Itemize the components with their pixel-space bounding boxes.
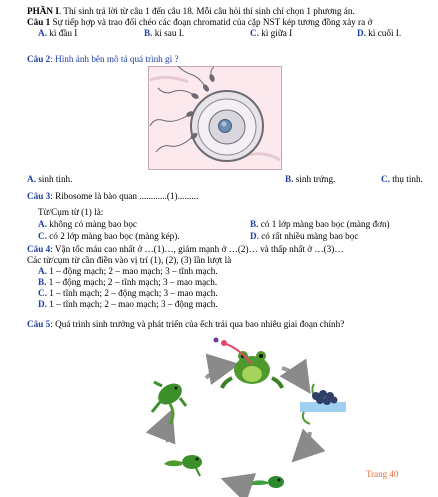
part-heading — [27, 6, 355, 17]
part-label: PHẦN I — [27, 6, 59, 16]
question-3-label: Câu 3 — [27, 191, 51, 201]
part-instructions: . Thí sinh trả lời từ câu 1 đến câu 18. Mỗi câu hỏi thí sinh chỉ chọn 1 phương án. — [58, 6, 355, 16]
question-3-text: : Ribosome là bào quan ............(1)......... — [50, 191, 199, 201]
question-2-label: Câu 2 — [27, 54, 51, 64]
cycle-arrow-3 — [300, 432, 310, 454]
q1-option-b[interactable]: B. kì sau I. — [144, 28, 185, 38]
cycle-arrow-2 — [282, 368, 304, 384]
q1-option-a[interactable]: A. kì đầu I — [38, 28, 78, 38]
q2-option-c[interactable]: C. thụ tinh. — [381, 174, 423, 184]
question-2-text: : Hình ảnh bên mô tả quá trình gì ? — [50, 54, 179, 64]
q4-option-a[interactable]: A. 1 – động mạch; 2 – mao mạch; 3 – tĩnh mạch. — [38, 266, 218, 276]
question-1-label: Câu 1 — [27, 17, 51, 27]
q2-option-a[interactable]: A. sinh tinh. — [27, 174, 73, 184]
q1-option-d[interactable]: D. kì cuối I. — [357, 28, 402, 38]
q2-option-b[interactable]: B. sinh trứng. — [285, 174, 336, 184]
page-number: Trang 40 — [366, 469, 399, 479]
q4-option-b[interactable]: B. 1 – động mạch; 2 – tĩnh mạch; 3 – mao mạch. — [38, 277, 218, 287]
q3-option-a[interactable]: A. không có màng bao bọc — [38, 219, 138, 229]
question-3 — [27, 191, 198, 202]
question-2 — [27, 54, 179, 65]
cycle-arrow-1 — [206, 366, 228, 378]
fertilization-image — [148, 66, 282, 170]
question-4-label: Câu 4 — [27, 244, 51, 254]
question-1-text: Sự tiếp hợp và trao đổi chéo các đoạn chromatid của cặp NST kép tương đồng xảy ra ở — [50, 17, 373, 27]
q3-option-d[interactable]: D. có rất nhiều màng bao bọc — [250, 231, 359, 241]
question-4-subtext: Các từ/cụm từ cần điền vào vị trí (1), (2), (3) lần lượt là — [27, 255, 232, 265]
frog-life-cycle-image — [140, 334, 372, 497]
tadpole-with-legs — [164, 455, 202, 476]
question-4 — [27, 244, 344, 255]
froglet — [152, 379, 186, 424]
question-5-label: Câu 5 — [27, 319, 51, 329]
q3-option-b[interactable]: B. có 1 lớp màng bao bọc (màng đơn) — [250, 219, 390, 229]
q4-option-c[interactable]: C. 1 – tĩnh mạch; 2 – động mạch; 3 – mao mạch. — [38, 288, 218, 298]
tadpole — [250, 476, 284, 488]
question-5 — [27, 319, 344, 330]
question-5-text: : Quá trình sinh trưởng và phát triển của ếch trải qua bao nhiêu giai đoạn chính? — [50, 319, 345, 329]
question-4-text: : Vận tốc máu cao nhất ở …(1)…, giảm mạnh ở …(2)… và thấp nhất ở …(3)… — [50, 244, 344, 254]
question-3-subtext: Từ/Cụm từ (1) là: — [38, 207, 104, 217]
q1-option-c[interactable]: C. kì giữa I — [250, 28, 293, 38]
frog-eggs — [300, 384, 346, 424]
adult-frog — [214, 338, 283, 389]
question-1 — [27, 17, 372, 28]
q3-option-c[interactable]: C. có 2 lớp màng bao bọc (màng kép). — [38, 231, 180, 241]
q4-option-d[interactable]: D. 1 – tĩnh mạch; 2 – mao mạch; 3 – động mạch. — [38, 299, 218, 309]
cycle-arrow-5 — [166, 420, 168, 442]
